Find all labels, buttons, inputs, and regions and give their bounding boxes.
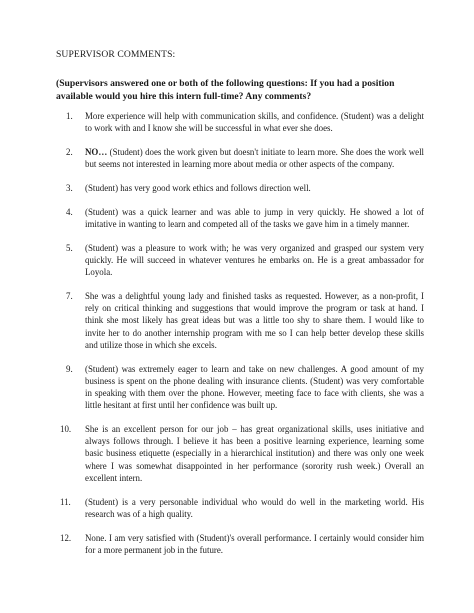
list-item <box>56 423 424 484</box>
item-number: 11. <box>60 496 71 507</box>
list-item <box>56 290 424 351</box>
item-text: None. I am very satisfied with (Student)'s overall performance. I certainly would consider him for a more permanent job in the future. <box>85 532 424 555</box>
comments-list <box>56 110 424 568</box>
section-heading: SUPERVISOR COMMENTS: <box>56 49 176 60</box>
item-text: (Student) was a quick learner and was able to jump in very quickly. He showed a lot of imitative in wanting to learn and competed all of the tasks we gave him in a timely manner. <box>85 206 424 229</box>
item-number: 10. <box>60 424 72 435</box>
item-number: 9. <box>66 363 73 374</box>
item-text: (Student) was a pleasure to work with; he was very organized and grasped our system very quickly. He will succeed in whatever ventures he embarks on. He is a great ambassador for Loyola. <box>85 242 424 278</box>
list-item <box>56 182 424 194</box>
list-item <box>56 363 424 412</box>
item-number: 3. <box>66 183 73 193</box>
item-lead: NO… <box>85 147 108 157</box>
item-text: More experience will help with communication skills, and confidence. (Student) was a delight to work with and I know she will be successful in what ever she does. <box>85 111 424 134</box>
list-item <box>56 532 424 556</box>
item-text: (Student) is a very personable individual who would do well in the marketing world. His research was of a high quality. <box>85 496 424 519</box>
list-item <box>56 146 424 170</box>
item-text: She was a delightful young lady and finished tasks as requested. However, as a non-profit, I rely on critical thinking and suggestions that would improve the program or task at hand. I think she most likely has great ideas but was a little too shy to share them. I would like to invite her to do another internship program with me so I can help better develop these skills and utilize those in which she excels. <box>85 291 424 350</box>
item-text: She is an excellent person for our job – has great organizational skills, uses initiative and always follows through. I believe it has been a positive learning experience, learning some basic business etiquette (especially in a hierarchical institution) and there was only one week where I was somewhat disappointed in her performance (sorority rush week.) Overall an excellent intern. <box>85 424 424 483</box>
item-number: 5. <box>66 242 73 253</box>
list-item <box>56 110 424 134</box>
item-text: (Student) does the work given but doesn't initiate to learn more. She does the work well but seems not interested in learning more about media or other aspects of the company. <box>85 147 425 170</box>
item-number: 1. <box>66 111 73 121</box>
intro-question: (Supervisors answered one or both of the following questions: If you had a position available would you hire this intern full-time? Any comments? <box>56 78 395 102</box>
item-text: (Student) has very good work ethics and follows direction well. <box>85 183 311 193</box>
list-item <box>56 496 424 520</box>
item-text: (Student) was extremely eager to learn and take on new challenges. A good amount of my business is spent on the phone dealing with insurance clients. (Student) was very comfortable in speaking with them over the phone. However, meeting face to face with clients, she was a little hesitant at first until her confidence was built up. <box>85 363 424 411</box>
list-item <box>56 242 424 279</box>
item-number: 7. <box>66 291 73 301</box>
item-number: 4. <box>66 206 73 217</box>
item-number: 2. <box>66 147 73 157</box>
item-number: 12. <box>60 532 72 543</box>
list-item <box>56 206 424 230</box>
